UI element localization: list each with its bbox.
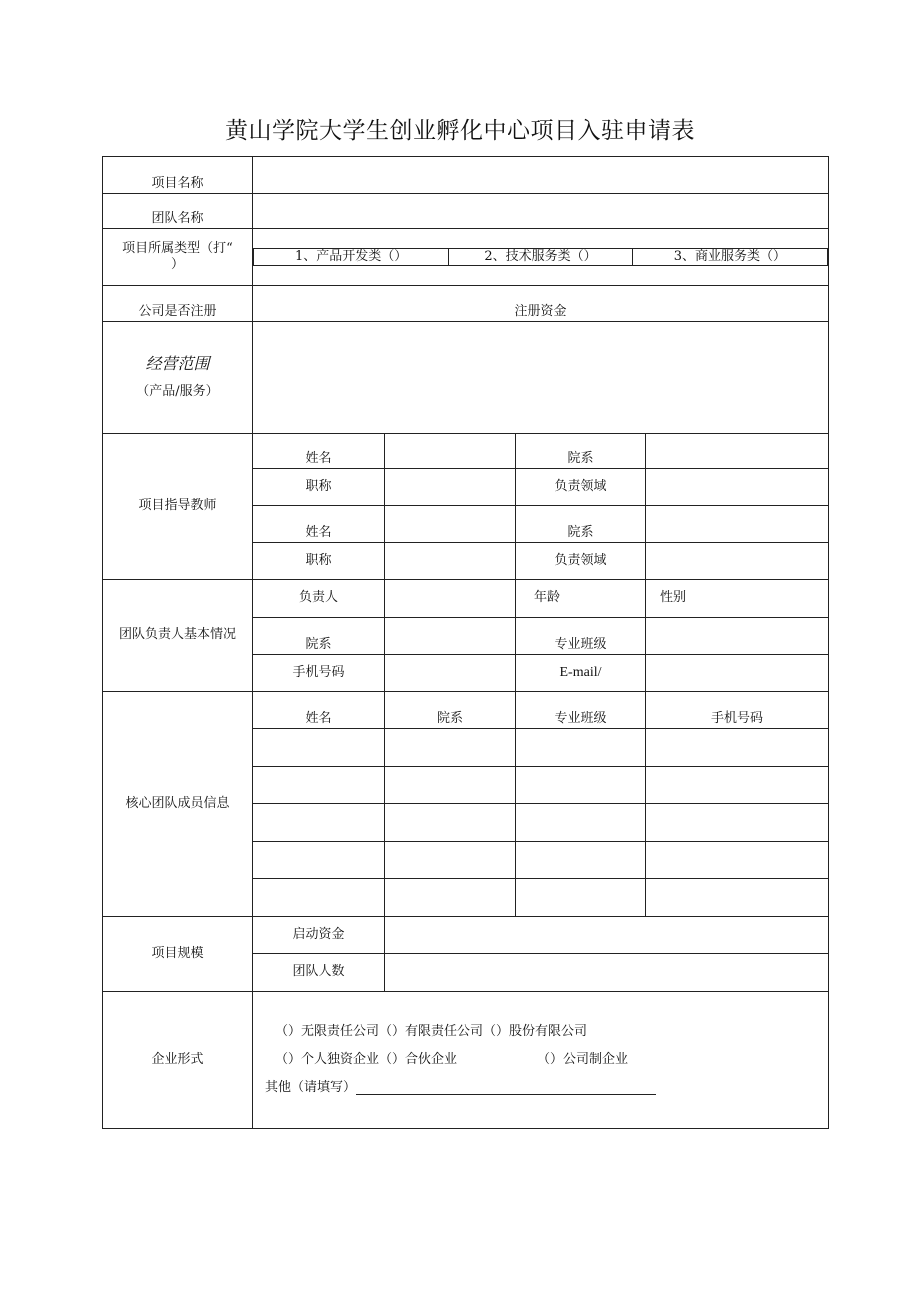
member-cell[interactable] bbox=[253, 767, 385, 804]
advisor2-dept-label: 院系 bbox=[516, 506, 646, 543]
startup-funds-label: 启动资金 bbox=[253, 917, 385, 954]
leader-phone-field[interactable] bbox=[385, 655, 516, 692]
leader-major-label: 专业班级 bbox=[516, 618, 646, 655]
advisor-name-field[interactable] bbox=[385, 434, 516, 469]
application-form bbox=[102, 156, 829, 1129]
startup-funds-field[interactable] bbox=[385, 917, 829, 954]
member-cell[interactable] bbox=[646, 729, 829, 767]
advisor2-name-label: 姓名 bbox=[253, 506, 385, 543]
member-cell[interactable] bbox=[385, 879, 516, 917]
member-cell[interactable] bbox=[253, 804, 385, 842]
member-cell[interactable] bbox=[516, 879, 646, 917]
enterprise-line-other bbox=[265, 1074, 828, 1102]
advisor2-title-label: 职称 bbox=[253, 543, 385, 580]
members-section-label: 核心团队成员信息 bbox=[103, 692, 253, 917]
advisor2-name-field[interactable] bbox=[385, 506, 516, 543]
advisor2-field-field[interactable] bbox=[646, 543, 829, 580]
advisor-name-label: 姓名 bbox=[253, 434, 385, 469]
member-cell[interactable] bbox=[516, 842, 646, 879]
leader-person-label: 负责人 bbox=[253, 580, 385, 618]
members-header-phone: 手机号码 bbox=[646, 692, 829, 729]
advisor-title-label: 职称 bbox=[253, 469, 385, 506]
leader-email-field[interactable] bbox=[646, 655, 829, 692]
team-size-field[interactable] bbox=[385, 954, 829, 992]
leader-dept-label: 院系 bbox=[253, 618, 385, 655]
project-type-label: 项目所属类型（打“ ） bbox=[103, 229, 253, 286]
enterprise-other-field[interactable] bbox=[356, 1080, 656, 1095]
leader-age-label: 年龄 bbox=[516, 580, 646, 618]
member-cell[interactable] bbox=[253, 879, 385, 917]
leader-section-label: 团队负责人基本情况 bbox=[103, 580, 253, 692]
registered-capital-label: 注册资金 bbox=[253, 286, 829, 322]
leader-major-field[interactable] bbox=[646, 618, 829, 655]
member-cell[interactable] bbox=[516, 804, 646, 842]
member-cell[interactable] bbox=[646, 804, 829, 842]
type-option-product[interactable]: 1、产品开发类（） bbox=[254, 248, 449, 265]
type-option-business[interactable]: 3、商业服务类（） bbox=[632, 248, 827, 265]
leader-dept-field[interactable] bbox=[385, 618, 516, 655]
advisor2-title-field[interactable] bbox=[385, 543, 516, 580]
members-header-dept: 院系 bbox=[385, 692, 516, 729]
member-cell[interactable] bbox=[253, 842, 385, 879]
leader-email-label: E-mail/ bbox=[516, 655, 646, 692]
team-name-field[interactable] bbox=[253, 194, 829, 229]
business-scope-field[interactable] bbox=[253, 322, 829, 434]
enterprise-options bbox=[253, 992, 829, 1129]
project-type-options bbox=[253, 229, 829, 286]
enterprise-section-label: 企业形式 bbox=[103, 992, 253, 1129]
member-cell[interactable] bbox=[646, 879, 829, 917]
enterprise-other-label: 其他（请填写） bbox=[265, 1080, 357, 1095]
project-name-label: 项目名称 bbox=[103, 157, 253, 194]
advisor-title-field[interactable] bbox=[385, 469, 516, 506]
enterprise-option-corporate[interactable]: （）公司制企业 bbox=[537, 1052, 629, 1067]
advisor-dept-label: 院系 bbox=[516, 434, 646, 469]
advisor2-dept-field[interactable] bbox=[646, 506, 829, 543]
advisor2-field-label: 负责领域 bbox=[516, 543, 646, 580]
advisor-section-label: 项目指导教师 bbox=[103, 434, 253, 580]
advisor-field-field[interactable] bbox=[646, 469, 829, 506]
company-registered-label: 公司是否注册 bbox=[103, 286, 253, 322]
scale-section-label: 项目规模 bbox=[103, 917, 253, 992]
members-header-name: 姓名 bbox=[253, 692, 385, 729]
enterprise-line-2 bbox=[275, 1046, 828, 1074]
member-cell[interactable] bbox=[516, 767, 646, 804]
member-cell[interactable] bbox=[646, 842, 829, 879]
form-title: 黄山学院大学生创业孵化中心项目入驻申请表 bbox=[225, 118, 695, 144]
advisor-dept-field[interactable] bbox=[646, 434, 829, 469]
member-cell[interactable] bbox=[385, 842, 516, 879]
enterprise-line-1[interactable]: （）无限责任公司（）有限责任公司（）股份有限公司 bbox=[275, 1024, 588, 1039]
member-cell[interactable] bbox=[385, 729, 516, 767]
leader-phone-label: 手机号码 bbox=[253, 655, 385, 692]
leader-person-field[interactable] bbox=[385, 580, 516, 618]
enterprise-option-sole-partnership[interactable]: （）个人独资企业（）合伙企业 bbox=[275, 1052, 458, 1067]
project-name-field[interactable] bbox=[253, 157, 829, 194]
type-option-tech[interactable]: 2、技术服务类（） bbox=[449, 248, 633, 265]
advisor-field-label: 负责领域 bbox=[516, 469, 646, 506]
member-cell[interactable] bbox=[385, 804, 516, 842]
member-cell[interactable] bbox=[646, 767, 829, 804]
business-scope-label: 经营范围 （产品/服务） bbox=[103, 322, 253, 434]
members-header-major: 专业班级 bbox=[516, 692, 646, 729]
member-cell[interactable] bbox=[516, 729, 646, 767]
team-name-label: 团队名称 bbox=[103, 194, 253, 229]
member-cell[interactable] bbox=[253, 729, 385, 767]
member-cell[interactable] bbox=[385, 767, 516, 804]
leader-gender-label: 性别 bbox=[646, 580, 829, 618]
team-size-label: 团队人数 bbox=[253, 954, 385, 992]
